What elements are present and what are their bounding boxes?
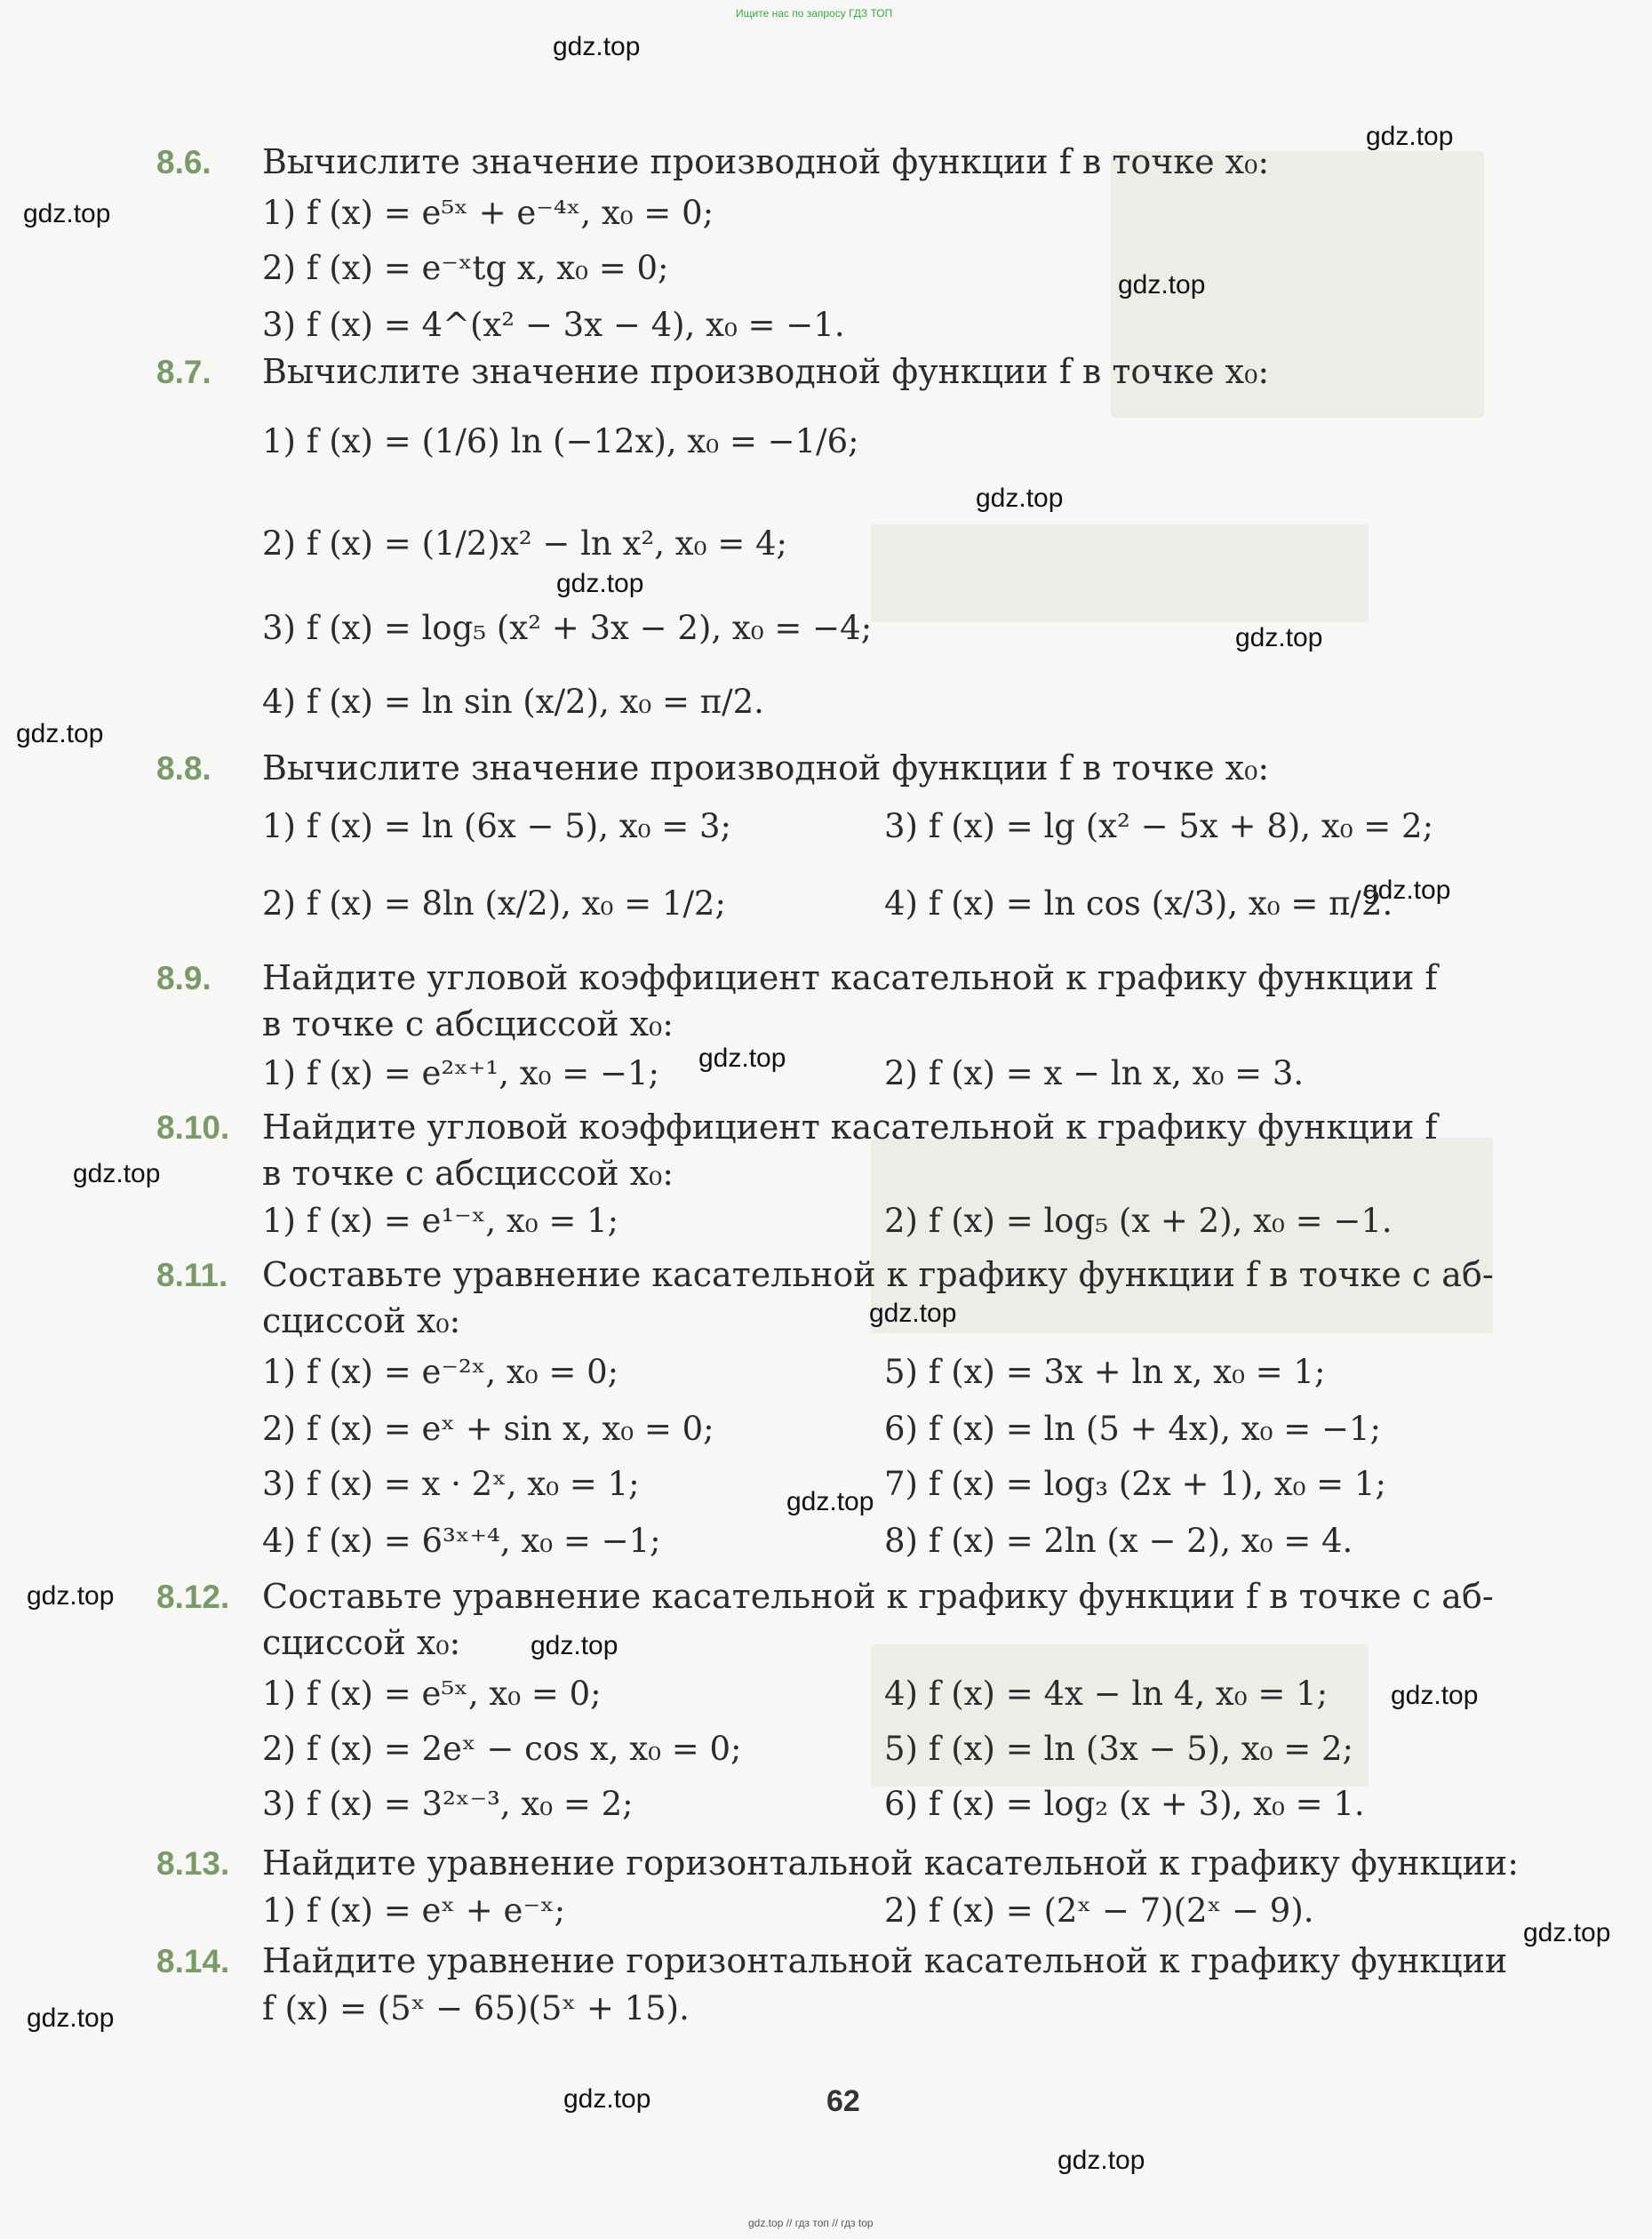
problem-item: f (x) = (5ˣ − 65)(5ˣ + 15).: [262, 1989, 690, 2027]
problem-statement: сциссой x₀:: [262, 1301, 461, 1340]
watermark: gdz.top: [531, 1631, 619, 1660]
problem-item: 6) f (x) = ln (5 + 4x), x₀ = −1;: [884, 1410, 1381, 1448]
problem-item: 4) f (x) = ln cos (x/3), x₀ = π/2.: [884, 884, 1393, 923]
problem-item: 2) f (x) = (2ˣ − 7)(2ˣ − 9).: [884, 1891, 1314, 1930]
problem-item: 1) f (x) = e⁵ˣ + e⁻⁴ˣ, x₀ = 0;: [262, 194, 714, 232]
watermark: gdz.top: [786, 1487, 874, 1516]
problem-item: 5) f (x) = ln (3x − 5), x₀ = 2;: [884, 1730, 1353, 1768]
problem-statement: Вычислите значение производной функции f в точке x₀:: [262, 352, 1270, 391]
problem-statement: Найдите угловой коэффициент касательной к графику функции f: [262, 1108, 1438, 1147]
watermark: gdz.top: [16, 719, 104, 748]
problem-item: 2) f (x) = 2eˣ − cos x, x₀ = 0;: [262, 1730, 742, 1768]
watermark: gdz.top: [1118, 270, 1206, 300]
problem-item: 2) f (x) = log₅ (x + 2), x₀ = −1.: [884, 1202, 1393, 1240]
problem-item: 1) f (x) = e⁵ˣ, x₀ = 0;: [262, 1675, 602, 1713]
problem-item: 2) f (x) = e⁻ˣtg x, x₀ = 0;: [262, 249, 669, 287]
problem-item: 7) f (x) = log₃ (2x + 1), x₀ = 1;: [884, 1465, 1386, 1503]
watermark: gdz.top: [1523, 1918, 1611, 1947]
watermark: gdz.top: [976, 484, 1064, 513]
problem-statement: Найдите уравнение горизонтальной касательной к графику функции: [262, 1941, 1508, 1980]
problem-item: 3) f (x) = lg (x² − 5x + 8), x₀ = 2;: [884, 807, 1434, 845]
problem-item: 2) f (x) = eˣ + sin x, x₀ = 0;: [262, 1410, 714, 1448]
problem-item: 1) f (x) = (1/6) ln (−12x), x₀ = −1/6;: [262, 422, 859, 460]
watermark: gdz.top: [27, 1581, 115, 1611]
watermark: gdz.top: [1235, 623, 1323, 652]
problem-number: 8.7.: [156, 354, 211, 390]
watermark: gdz.top: [563, 2084, 651, 2114]
problem-number: 8.13.: [156, 1845, 230, 1882]
problem-item: 2) f (x) = 8ln (x/2), x₀ = 1/2;: [262, 884, 726, 923]
problem-number: 8.10.: [156, 1109, 230, 1146]
problem-number: 8.12.: [156, 1579, 230, 1615]
problem-statement: в точке с абсциссой x₀:: [262, 1154, 674, 1193]
problem-item: 2) f (x) = (1/2)x² − ln x², x₀ = 4;: [262, 524, 787, 563]
problem-statement: Найдите уравнение горизонтальной касательной к графику функции:: [262, 1843, 1520, 1883]
problem-number: 8.14.: [156, 1943, 230, 1979]
problem-statement: Вычислите значение производной функции f в точке x₀:: [262, 748, 1270, 788]
watermark: gdz.top: [1363, 876, 1451, 905]
problem-item: 1) f (x) = e²ˣ⁺¹, x₀ = −1;: [262, 1054, 659, 1092]
watermark: gdz.top: [1391, 1681, 1479, 1710]
problem-item: 3) f (x) = log₅ (x² + 3x − 2), x₀ = −4;: [262, 609, 873, 647]
problem-number: 8.6.: [156, 144, 211, 180]
watermark: gdz.top: [553, 32, 641, 61]
top-banner: Ищите нас по запросу ГДЗ ТОП: [736, 7, 893, 20]
problem-number: 8.9.: [156, 960, 211, 996]
problem-statement: в точке с абсциссой x₀:: [262, 1004, 674, 1044]
watermark: gdz.top: [27, 2003, 115, 2033]
problem-item: 4) f (x) = 6³ˣ⁺⁴, x₀ = −1;: [262, 1522, 661, 1560]
bottom-banner: gdz.top // гдз топ // гдз top: [748, 2217, 874, 2229]
watermark: gdz.top: [698, 1044, 786, 1073]
watermark: gdz.top: [23, 199, 111, 228]
problem-item: 5) f (x) = 3x + ln x, x₀ = 1;: [884, 1353, 1326, 1391]
problem-number: 8.8.: [156, 750, 211, 787]
page-number: 62: [826, 2084, 860, 2118]
watermark: gdz.top: [73, 1159, 161, 1188]
problem-item: 1) f (x) = e¹⁻ˣ, x₀ = 1;: [262, 1202, 619, 1240]
problem-item: 4) f (x) = 4x − ln 4, x₀ = 1;: [884, 1675, 1329, 1713]
problem-item: 3) f (x) = 4^(x² − 3x − 4), x₀ = −1.: [262, 306, 845, 344]
problem-item: 3) f (x) = x · 2ˣ, x₀ = 1;: [262, 1465, 640, 1503]
problem-statement: Вычислите значение производной функции f в точке x₀:: [262, 142, 1270, 181]
problem-statement: Найдите угловой коэффициент касательной к графику функции f: [262, 958, 1438, 997]
problem-statement: Составьте уравнение касательной к графику функции f в точке с аб-: [262, 1577, 1494, 1616]
problem-statement: сциссой x₀:: [262, 1623, 461, 1662]
watermark: gdz.top: [1057, 2146, 1145, 2175]
problem-item: 4) f (x) = ln sin (x/2), x₀ = π/2.: [262, 683, 764, 721]
problem-item: 1) f (x) = eˣ + e⁻ˣ;: [262, 1891, 566, 1930]
problem-statement: Составьте уравнение касательной к графику функции f в точке с аб-: [262, 1255, 1494, 1294]
problem-item: 1) f (x) = ln (6x − 5), x₀ = 3;: [262, 807, 731, 845]
watermark: gdz.top: [556, 569, 644, 598]
problem-item: 1) f (x) = e⁻²ˣ, x₀ = 0;: [262, 1353, 619, 1391]
problem-item: 2) f (x) = x − ln x, x₀ = 3.: [884, 1054, 1305, 1092]
problem-item: 6) f (x) = log₂ (x + 3), x₀ = 1.: [884, 1785, 1365, 1823]
problem-item: 3) f (x) = 3²ˣ⁻³, x₀ = 2;: [262, 1785, 634, 1823]
watermark: gdz.top: [869, 1299, 957, 1328]
problem-item: 8) f (x) = 2ln (x − 2), x₀ = 4.: [884, 1522, 1353, 1560]
problem-number: 8.11.: [156, 1257, 228, 1293]
watermark: gdz.top: [1366, 122, 1454, 151]
